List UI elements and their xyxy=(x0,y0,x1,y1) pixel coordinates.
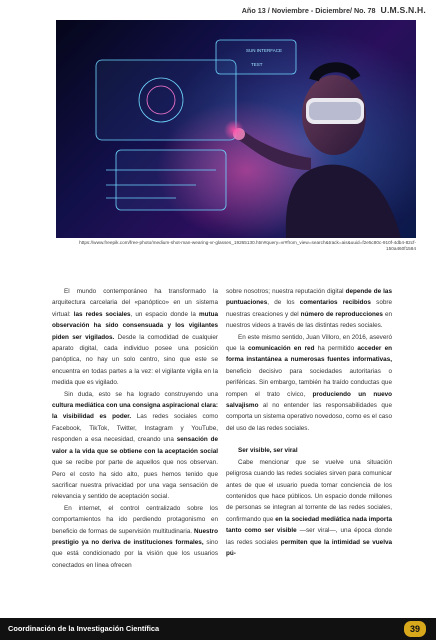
issue-header xyxy=(242,5,426,15)
page-footer xyxy=(0,618,436,640)
body-text: , de los xyxy=(267,299,300,307)
left-column xyxy=(52,286,218,571)
emphasis-text: comunicación en red xyxy=(248,345,315,353)
body-text: Sin duda, esto se ha logrado construyendo una xyxy=(64,390,218,398)
emphasis-text: acceder en forma instantánea a numerosas fuentes informativas, xyxy=(226,345,393,364)
body-text: al no entender las responsabilidades que comporta un sistema operativo novedoso, como es el caso del uso de las redes sociales. xyxy=(226,402,392,432)
panel-label-1: SUN INTERFACE xyxy=(246,48,283,53)
emphasis-text: permiten que la intimidad se vuelva pú- xyxy=(226,538,393,557)
page-number-badge: 39 xyxy=(404,621,426,637)
left-paragraph-1 xyxy=(52,286,218,389)
body-text: , un espacio donde la xyxy=(130,310,199,318)
right-column xyxy=(226,286,392,559)
body-text: sino que está condicionado por la visión que los usuarios conectados en línea ofrecen xyxy=(52,538,218,569)
body-text: En este mismo sentido, Juan Villoro, en 2016, aseveró que la xyxy=(226,333,392,353)
emphasis-text: produciendo un nuevo salvajismo xyxy=(226,390,393,410)
issue-label: Año 13 / Noviembre - Diciembre/ No. 78 xyxy=(241,6,376,15)
panel-label-2: TEST xyxy=(251,62,263,67)
emphasis-text: comentarios recibidos xyxy=(299,299,371,307)
body-text: en nuestros videos a través de las distintas redes sociales. xyxy=(226,310,392,330)
right-paragraph-3 xyxy=(226,457,392,560)
vr-illustration xyxy=(56,20,416,238)
body-text: Cabe mencionar que se vuelve una situación peligrosa cuando las redes sociales sirven para comunicar antes de que el usuario pueda tomar conciencia de los contenidos que hace públicos. Un espacio donde millones de personas se integran al torrente de las redes sociales, confirmando que xyxy=(226,458,392,523)
right-paragraph-1 xyxy=(226,286,392,332)
body-text: —ser viral—, una época donde las redes sociales xyxy=(226,527,392,546)
emphasis-text: las redes sociales xyxy=(73,310,131,318)
body-text: El mundo contemporáneo ha transformado la arquitectura carcelaria del «panóptico» en un sistema virtual: xyxy=(52,288,218,318)
emphasis-text: número de reproducciones xyxy=(300,310,383,318)
vr-photo xyxy=(56,20,416,238)
body-text: ha permitido xyxy=(314,345,358,353)
emphasis-text: depende de las puntuaciones xyxy=(226,288,392,307)
left-paragraph-3 xyxy=(52,503,218,571)
body-text: sobre nosotros; nuestra reputación digital xyxy=(226,288,346,295)
photo-caption: https://www.freepik.com/free-photo/medium-shot-man-wearing-vr-glasses_19265130.htm#query=vr#from_view=search&track=ais&uuid=f2e5c80c-910f-4db4-82cf-150a460f1584 xyxy=(79,240,416,251)
body-text: Las redes sociales como Facebook, TikTok, Twitter, Instagram y YouTube, responden a esa necesidad, creando una xyxy=(52,413,219,444)
body-text: que se recibe por parte de aquellos que nos observan. Pero el costo ha sido alto, pues hemos tenido que sacrificar nuestra privacidad por una vaga sensación de relevancia y sentido de aceptación social. xyxy=(52,459,218,501)
right-paragraph-2 xyxy=(226,332,392,435)
emphasis-text: en la sociedad mediática nada importa tanto como ser visible xyxy=(226,515,392,535)
emphasis-text: sensación de valor a la vida que se obtiene con la aceptación social xyxy=(52,436,218,455)
body-text: Desde la comodidad de cualquier aparato digital, cada individuo posee una posición panóptica, no hay un solo centro, sino que este se encuentra en todas partes a la vez: el vigilante vigila en la medida que es vigilado. xyxy=(52,333,218,387)
body-text: beneficio decisivo para sociedades autoritarias o periféricas. Sin embargo, también ha traído conductas que rompen el trato cívico, xyxy=(226,367,392,398)
brand-label: U.M.S.N.H. xyxy=(380,5,426,15)
emphasis-text: cultura mediática con una consigna aspiracional clara: la visibilidad es poder. xyxy=(52,402,218,421)
emphasis-text: Nuestro prestigio ya no deriva de instituciones formales, xyxy=(52,527,218,546)
left-paragraph-2 xyxy=(52,389,218,503)
body-text: sobre nuestras creaciones y del xyxy=(226,299,393,318)
section-subheading: Ser visible, ser viral xyxy=(238,447,298,455)
emphasis-text: mutua observación ha sido consensuada y los vigilantes piden ser vigilados. xyxy=(52,310,218,341)
body-text: En internet, el control centralizado sobre los comportamientos ha ido perdiendo protagonismo en beneficio de formas de supervisión multitudinaria. xyxy=(52,504,218,535)
footer-label: Coordinación de la Investigación Científica xyxy=(8,624,160,633)
